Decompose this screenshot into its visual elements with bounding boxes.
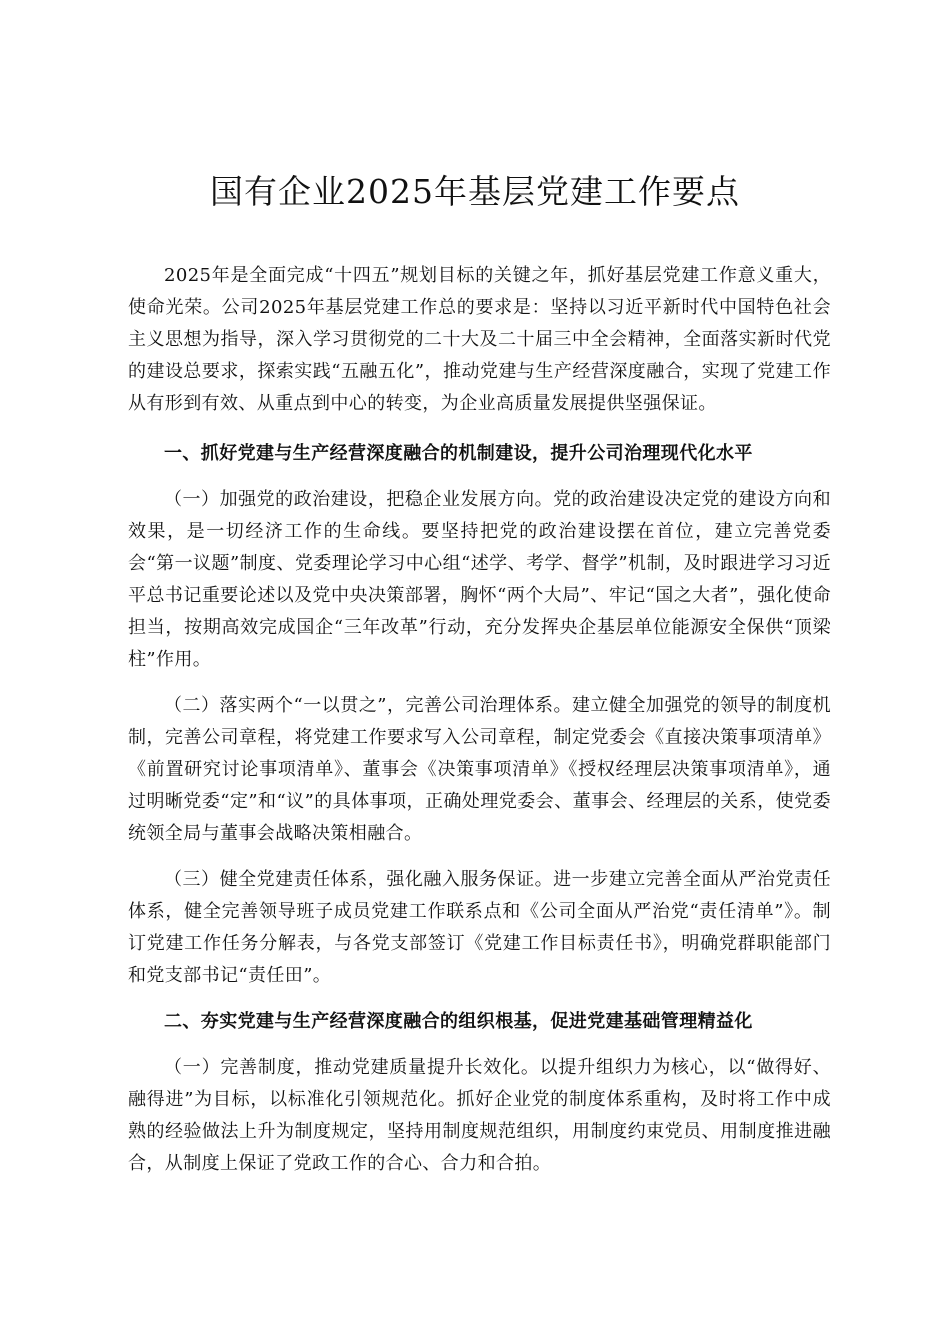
section-heading-2: 二、夯实党建与生产经营深度融合的组织根基，促进党建基础管理精益化 <box>164 1011 753 1032</box>
section-heading-1: 一、抓好党建与生产经营深度融合的机制建设，提升公司治理现代化水平 <box>164 443 753 464</box>
section2-paragraph-1: （一）完善制度，推动党建质量提升长效化。以提升组织力为核心，以“做得好、融得进”为目标，以标准化引领规范化。抓好企业党的制度体系重构，及时将工作中成熟的经验做法上升为制度规定，坚持用制度规范组织，用制度约束党员、用制度推进融合，从制度上保证了党政工作的合心、合力和合拍。 <box>128 1057 831 1174</box>
intro-paragraph: 2025年是全面完成“十四五”规划目标的关键之年，抓好基层党建工作意义重大，使命光荣。公司2025年基层党建工作总的要求是：坚持以习近平新时代中国特色社会主义思想为指导，深入学习贯彻党的二十大及二十届三中全会精神，全面落实新时代党的建设总要求，探索实践“五融五化”，推动党建与生产经营深度融合，实现了党建工作从有形到有效、从重点到中心的转变，为企业高质量发展提供坚强保证。 <box>128 265 831 414</box>
document-body <box>128 260 831 1194</box>
section1-paragraph-1: （一）加强党的政治建设，把稳企业发展方向。党的政治建设决定党的建设方向和效果，是一切经济工作的生命线。要坚持把党的政治建设摆在首位，建立完善党委会“第一议题”制度、党委理论学习中心组“述学、考学、督学”机制，及时跟进学习习近平总书记重要论述以及党中央决策部署，胸怀“两个大局”、牢记“国之大者”，强化使命担当，按期高效完成国企“三年改革”行动，充分发挥央企基层单位能源安全保供“顶梁柱”作用。 <box>128 489 831 670</box>
document-title: 国有企业2025年基层党建工作要点 <box>210 172 740 211</box>
section1-paragraph-3: （三）健全党建责任体系，强化融入服务保证。进一步建立完善全面从严治党责任体系，健全完善领导班子成员党建工作联系点和《公司全面从严治党“责任清单”》。制订党建工作任务分解表，与各党支部签订《党建工作目标责任书》，明确党群职能部门和党支部书记“责任田”。 <box>128 869 831 986</box>
section1-paragraph-2: （二）落实两个“一以贯之”，完善公司治理体系。建立健全加强党的领导的制度机制，完善公司章程，将党建工作要求写入公司章程，制定党委会《直接决策事项清单》《前置研究讨论事项清单》、董事会《决策事项清单》《授权经理层决策事项清单》，通过明晰党委“定”和“议”的具体事项，正确处理党委会、董事会、经理层的关系，使党委统领全局与董事会战略决策相融合。 <box>128 695 831 844</box>
